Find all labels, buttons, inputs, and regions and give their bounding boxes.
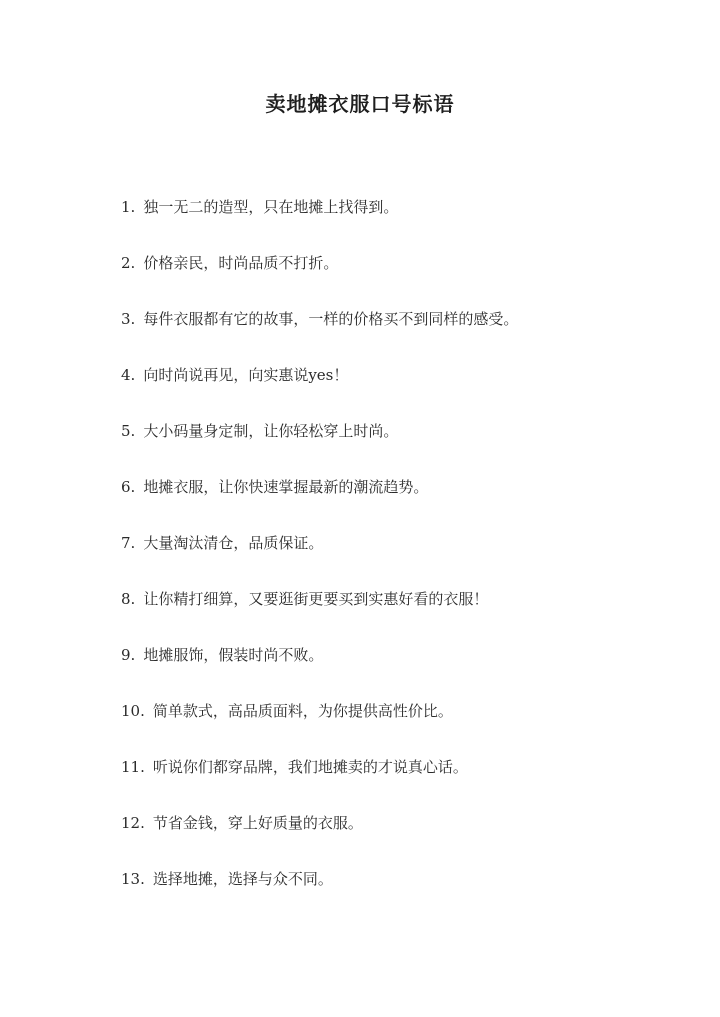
item-number: 5. (121, 422, 136, 440)
item-number: 2. (121, 254, 136, 272)
slogan-item (121, 812, 518, 868)
slogan-item (121, 196, 518, 252)
slogan-item (121, 588, 518, 644)
item-text: 选择地摊，选择与众不同。 (152, 870, 333, 888)
item-number: 6. (121, 478, 136, 496)
slogan-item (121, 364, 518, 420)
slogan-item (121, 868, 518, 924)
slogan-list (121, 196, 518, 924)
item-number: 1. (121, 198, 136, 216)
slogan-item (121, 476, 518, 532)
item-text: 向时尚说再见，向实惠说yes！ (143, 366, 349, 384)
item-number: 12. (121, 814, 145, 832)
slogan-item (121, 756, 518, 812)
item-text: 地摊服饰，假装时尚不败。 (143, 646, 324, 664)
document-title: 卖地摊衣服口号标语 (265, 92, 455, 116)
item-text: 简单款式，高品质面料，为你提供高性价比。 (152, 702, 453, 720)
item-text: 独一无二的造型，只在地摊上找得到。 (143, 198, 399, 216)
item-number: 9. (121, 646, 136, 664)
slogan-item (121, 644, 518, 700)
item-number: 13. (121, 870, 145, 888)
item-text: 大小码量身定制，让你轻松穿上时尚。 (143, 422, 399, 440)
item-number: 10. (121, 702, 145, 720)
item-number: 3. (121, 310, 136, 328)
slogan-item (121, 308, 518, 364)
item-text: 地摊衣服，让你快速掌握最新的潮流趋势。 (143, 478, 429, 496)
item-text: 听说你们都穿品牌，我们地摊卖的才说真心话。 (152, 758, 468, 776)
item-text: 节省金钱，穿上好质量的衣服。 (152, 814, 363, 832)
item-number: 4. (121, 366, 136, 384)
item-number: 11. (121, 758, 145, 776)
item-text: 大量淘汰清仓，品质保证。 (143, 534, 324, 552)
slogan-item (121, 420, 518, 476)
item-number: 7. (121, 534, 136, 552)
slogan-item (121, 700, 518, 756)
slogan-item (121, 532, 518, 588)
item-text: 价格亲民，时尚品质不打折。 (143, 254, 339, 272)
slogan-item (121, 252, 518, 308)
item-text: 每件衣服都有它的故事，一样的价格买不到同样的感受。 (143, 310, 519, 328)
item-text: 让你精打细算，又要逛街更要买到实惠好看的衣服！ (143, 590, 489, 608)
item-number: 8. (121, 590, 136, 608)
